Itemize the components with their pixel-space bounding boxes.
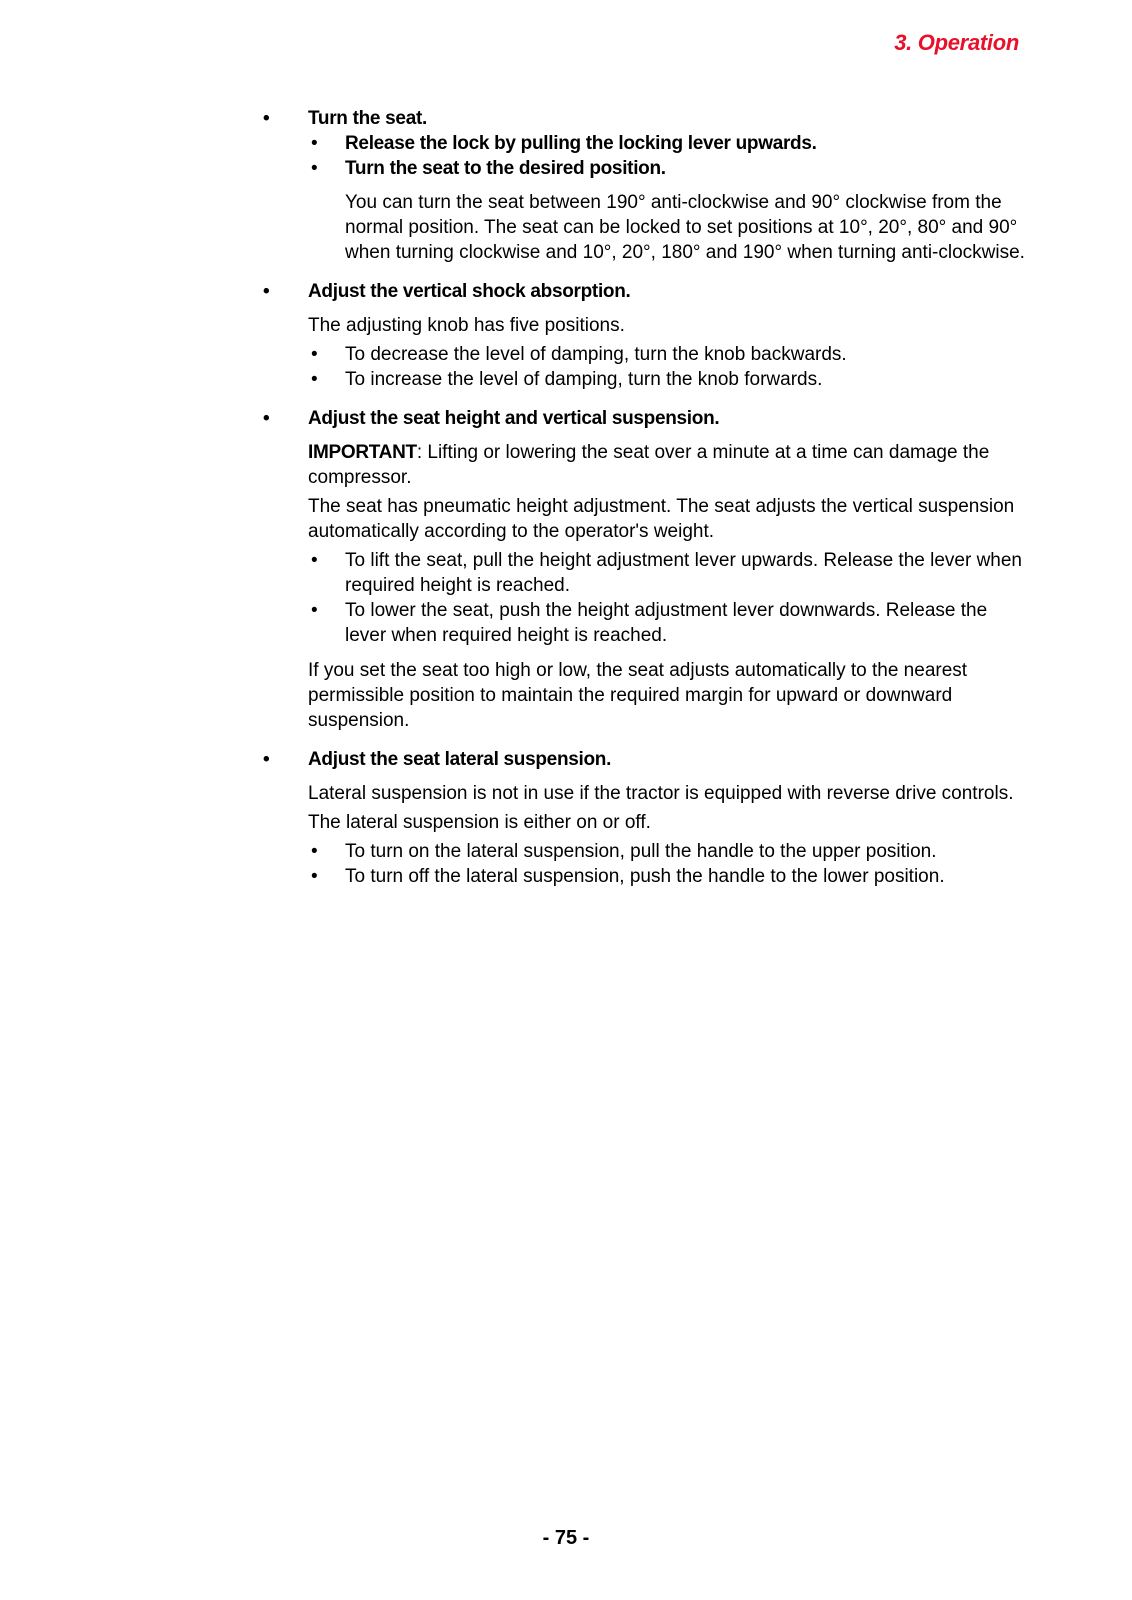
list-item [308, 548, 1033, 598]
bullet: • [263, 108, 270, 129]
bullet: • [311, 550, 318, 571]
page-content [263, 106, 1033, 903]
important-text: : Lifting or lowering the seat over a minute at a time can damage the compressor. [308, 442, 990, 488]
list-item-text: To lift the seat, pull the height adjustment lever upwards. Release the lever when required height is reached. [345, 550, 1022, 596]
intro-paragraph: The adjusting knob has five positions. [308, 315, 625, 336]
list-item-text: To turn on the lateral suspension, pull the handle to the upper position. [345, 841, 937, 862]
sub-step-text: Turn the seat to the desired position. [345, 158, 666, 179]
page-number: - 75 - [542, 1527, 590, 1549]
section-body [263, 781, 1033, 889]
intro-paragraph: Lateral suspension is not in use if the tractor is equipped with reverse drive controls. [308, 783, 1014, 804]
list-item [308, 367, 1033, 392]
bullet: • [263, 281, 270, 302]
section-body [263, 313, 1033, 392]
list-item [308, 342, 1033, 367]
section-heading-text: Adjust the seat lateral suspension. [308, 749, 612, 770]
bullet-list [308, 839, 1033, 889]
intro-paragraph: The seat has pneumatic height adjustment. The seat adjusts the vertical suspension automatically according to the operator's weight. [308, 496, 1015, 542]
section-vertical-shock [263, 279, 1033, 392]
section-heading [263, 747, 1033, 772]
bullet: • [311, 600, 318, 621]
section-body [263, 440, 1033, 733]
bullet: • [311, 369, 318, 390]
list-item [308, 839, 1033, 864]
bullet: • [263, 408, 270, 429]
list-item-text: To lower the seat, push the height adjustment lever downwards. Release the lever when required height is reached. [345, 600, 988, 646]
list-item [308, 864, 1033, 889]
list-item [308, 598, 1033, 648]
sub-step [308, 156, 1033, 181]
bullet: • [311, 344, 318, 365]
bullet: • [263, 749, 270, 770]
rotation-note: You can turn the seat between 190° anti-clockwise and 90° clockwise from the normal position. The seat can be locked to set positions at 10°, 20°, 80° and 90° when turning clockwise and 10°, 20°, 180° and 190° when turning anti-clockwise. [345, 192, 1025, 263]
bullet: • [311, 841, 318, 862]
important-label: IMPORTANT [308, 442, 417, 463]
section-heading-text: Adjust the seat height and vertical suspension. [308, 408, 720, 429]
section-heading [263, 406, 1033, 431]
chapter-header: 3. Operation [894, 30, 1019, 55]
bullet: • [311, 133, 318, 154]
section-heading [263, 106, 1033, 131]
sub-step-text: Release the lock by pulling the locking lever upwards. [345, 133, 817, 154]
important-notice [308, 440, 1033, 490]
list-item-text: To decrease the level of damping, turn the knob backwards. [345, 344, 847, 365]
bullet-list [308, 342, 1033, 392]
outro-paragraph: If you set the seat too high or low, the seat adjusts automatically to the nearest permissible position to maintain the required margin for upward or downward suspension. [308, 660, 968, 731]
bullet: • [311, 866, 318, 887]
list-item-text: To turn off the lateral suspension, push the handle to the lower position. [345, 866, 945, 887]
intro-paragraph-2: The lateral suspension is either on or off. [308, 812, 651, 833]
list-item-text: To increase the level of damping, turn the knob forwards. [345, 369, 823, 390]
section-heading-text: Adjust the vertical shock absorption. [308, 281, 631, 302]
section-seat-height [263, 406, 1033, 733]
section-turn-seat [263, 106, 1033, 265]
sub-step [308, 131, 1033, 156]
bullet: • [311, 158, 318, 179]
section-heading-text: Turn the seat. [308, 108, 427, 129]
section-lateral-suspension [263, 747, 1033, 889]
bullet-list [308, 548, 1033, 648]
sub-steps-list [263, 131, 1033, 181]
section-heading [263, 279, 1033, 304]
